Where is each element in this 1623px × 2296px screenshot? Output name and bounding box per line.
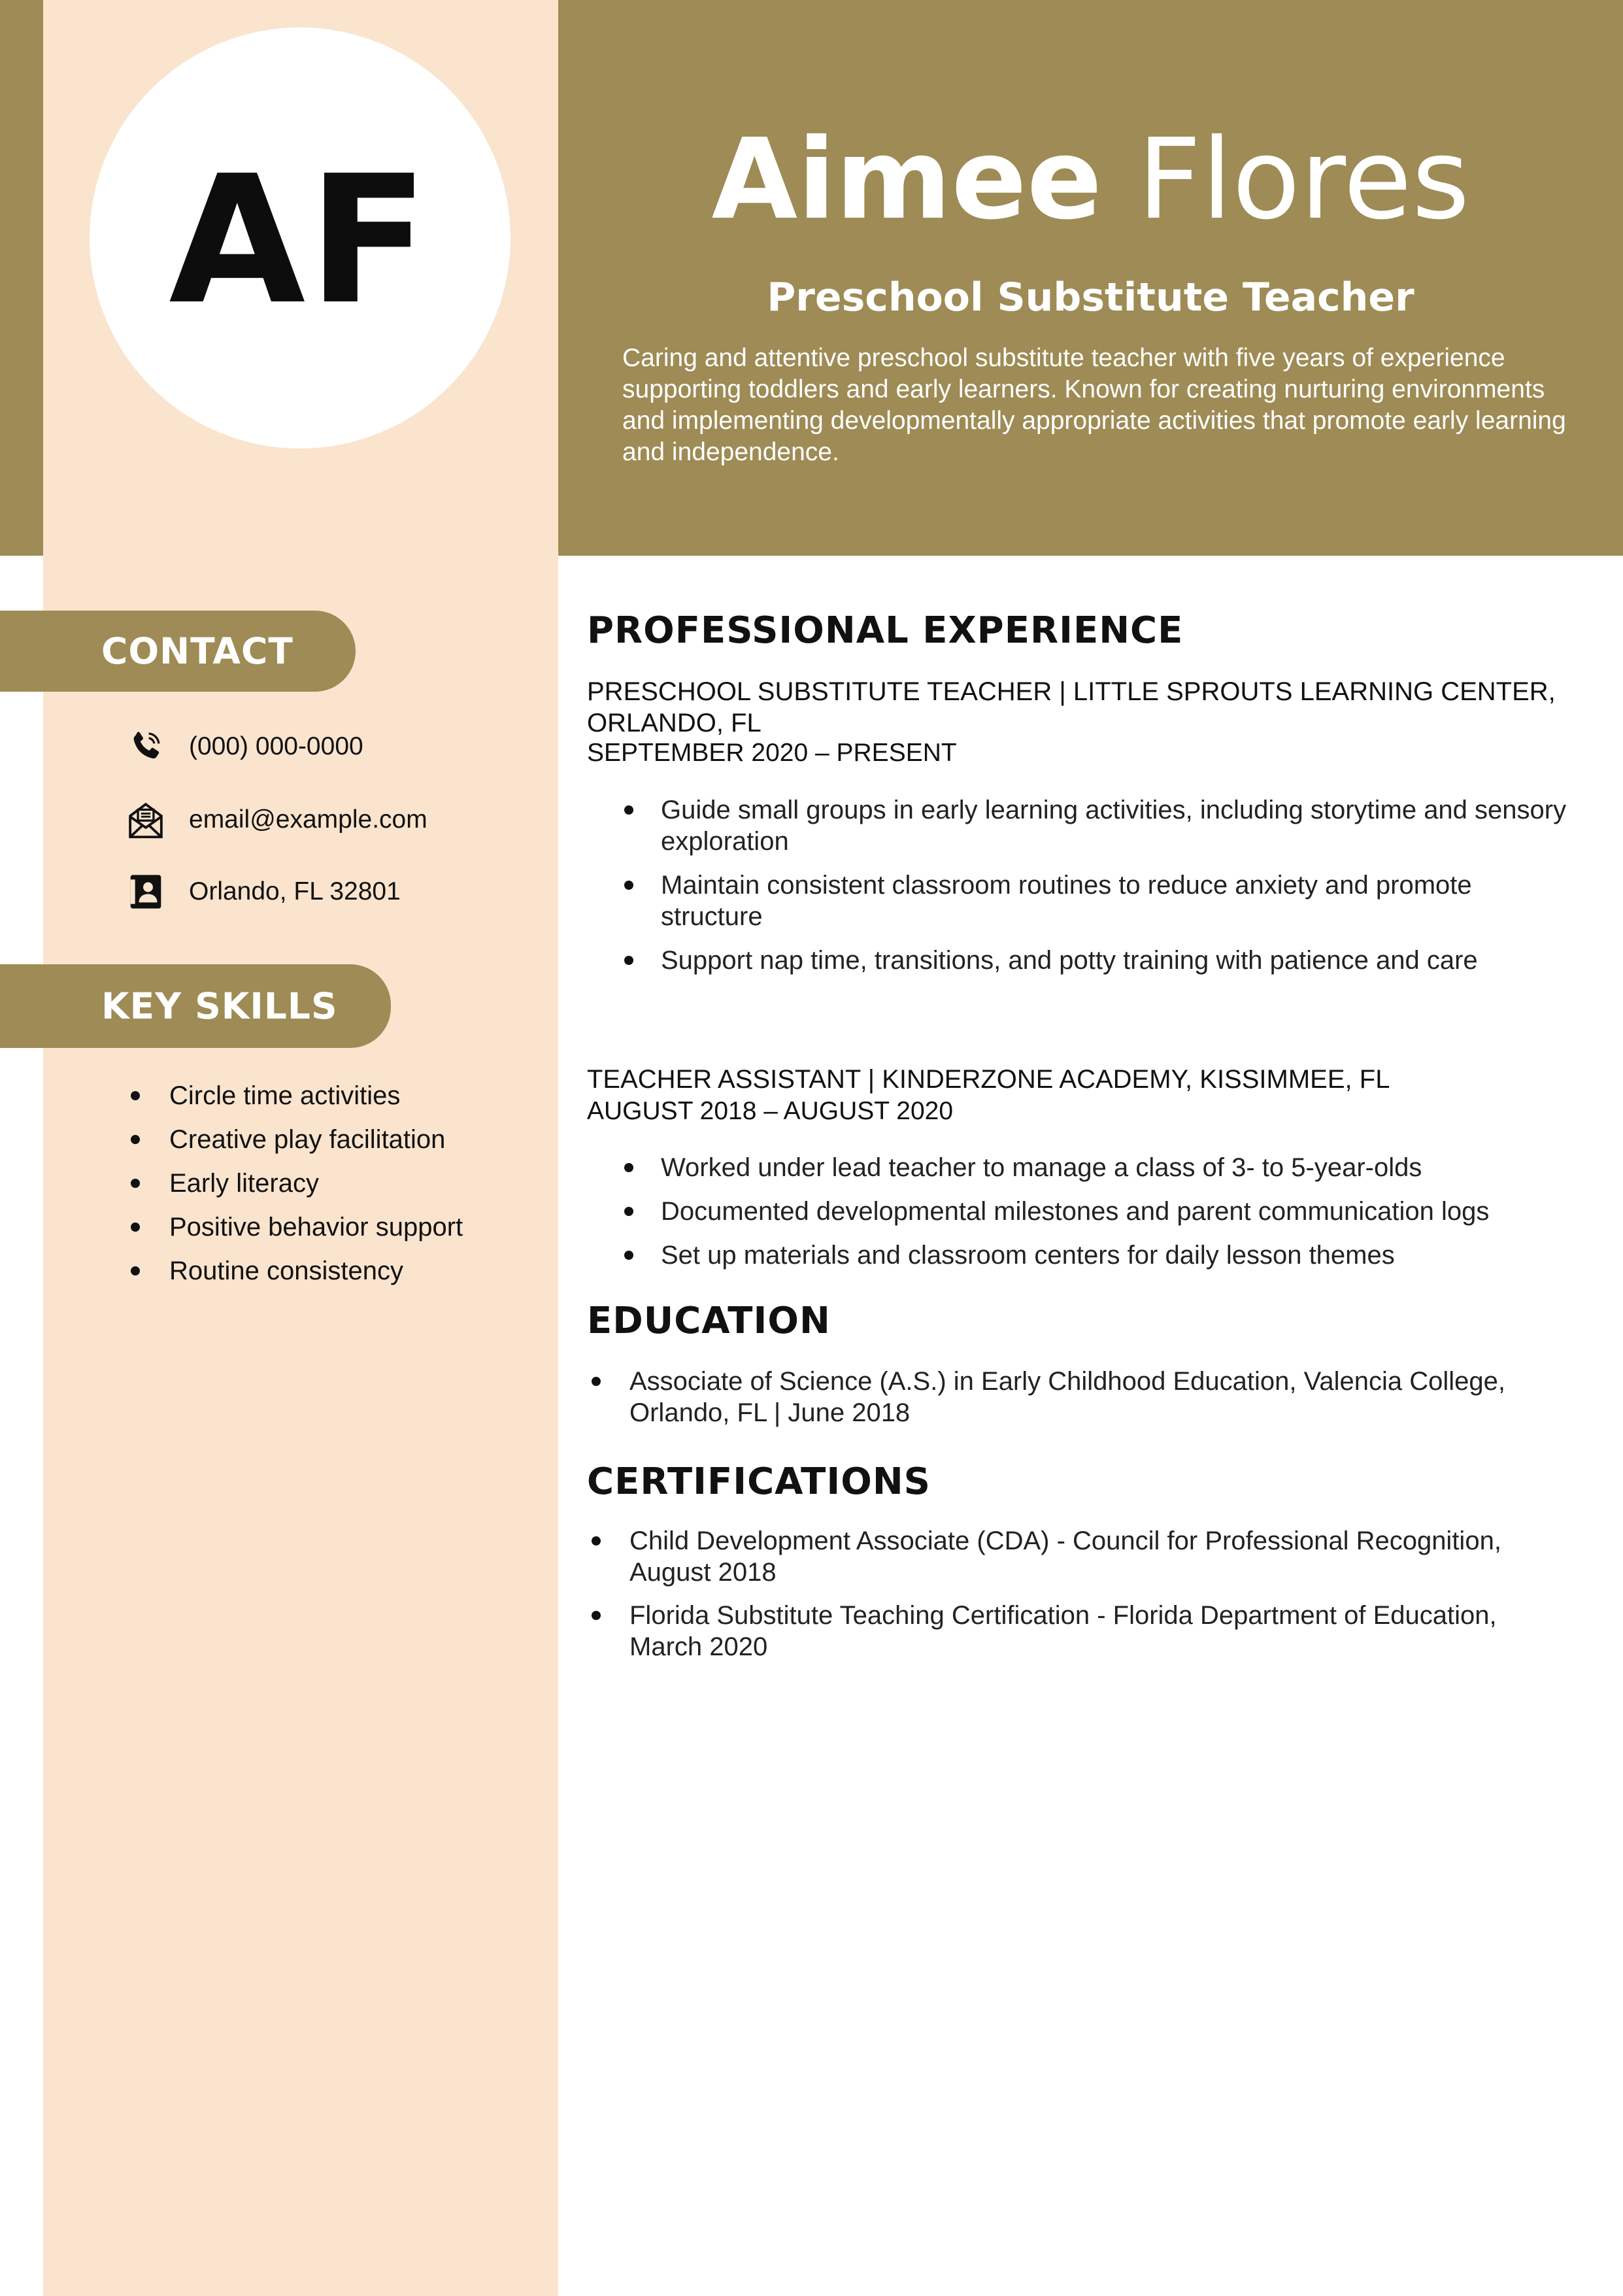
education-list bbox=[592, 1366, 1572, 1428]
bullet-text: Set up materials and classroom centers for daily lesson themes bbox=[661, 1241, 1395, 1270]
certification-text: Florida Substitute Teaching Certification - Florida Department of Education, March 2020 bbox=[629, 1601, 1497, 1661]
contact-address-row bbox=[126, 871, 401, 913]
profile-summary: Caring and attentive preschool substitute teacher with five years of experience supporting toddlers and early learners. Known for creating nurturing environments and implementing developmentally appropriate activities that promote early learning and independence. bbox=[622, 344, 1566, 466]
skills-list bbox=[131, 1077, 463, 1296]
bullet-icon bbox=[624, 956, 633, 965]
list-item bbox=[592, 1600, 1572, 1663]
bullet-icon bbox=[131, 1091, 140, 1100]
monogram-circle bbox=[90, 27, 510, 448]
bullet-icon bbox=[131, 1266, 140, 1275]
skill-text: Circle time activities bbox=[169, 1081, 401, 1110]
list-item bbox=[131, 1077, 463, 1121]
envelope-icon bbox=[126, 799, 165, 841]
bullet-text: Support nap time, transitions, and potty training with patience and care bbox=[661, 946, 1478, 975]
bullet-text: Documented developmental milestones and parent communication logs bbox=[661, 1197, 1490, 1226]
bullet-icon bbox=[624, 1163, 633, 1172]
contact-email-row bbox=[126, 799, 427, 841]
list-item bbox=[624, 945, 1572, 976]
bullet-icon bbox=[131, 1223, 140, 1232]
bullet-icon bbox=[131, 1135, 140, 1144]
list-item bbox=[624, 869, 1572, 932]
phone-icon bbox=[126, 726, 165, 768]
bullet-icon bbox=[131, 1179, 140, 1188]
list-item bbox=[624, 1152, 1572, 1183]
list-item bbox=[131, 1121, 463, 1165]
bullet-icon bbox=[624, 805, 633, 815]
job-1-dates: SEPTEMBER 2020 – PRESENT bbox=[587, 739, 957, 767]
bullet-icon bbox=[592, 1377, 601, 1386]
job-1-title: PRESCHOOL SUBSTITUTE TEACHER | LITTLE SPROUTS LEARNING CENTER, ORLANDO, FL bbox=[587, 677, 1556, 737]
list-item bbox=[624, 1196, 1572, 1227]
skill-text: Creative play facilitation bbox=[169, 1125, 446, 1154]
contact-phone[interactable]: (000) 000-0000 bbox=[189, 732, 363, 760]
job-2-dates: AUGUST 2018 – AUGUST 2020 bbox=[587, 1097, 954, 1125]
job-2-title: TEACHER ASSISTANT | KINDERZONE ACADEMY, KISSIMMEE, FL bbox=[587, 1065, 1390, 1094]
candidate-name bbox=[558, 115, 1623, 245]
bullet-icon bbox=[592, 1536, 601, 1545]
contact-phone-row bbox=[126, 726, 363, 768]
left-accent-strip bbox=[0, 0, 43, 556]
first-name: Aimee bbox=[711, 115, 1103, 245]
bullet-text: Maintain consistent classroom routines to reduce anxiety and promote structure bbox=[661, 871, 1472, 931]
bullet-icon bbox=[624, 1251, 633, 1260]
list-item bbox=[624, 794, 1572, 857]
job-2-bullets bbox=[624, 1152, 1572, 1283]
bullet-icon bbox=[624, 881, 633, 890]
experience-heading: PROFESSIONAL EXPERIENCE bbox=[587, 609, 1184, 652]
key-skills-heading: KEY SKILLS bbox=[0, 964, 391, 1048]
list-item bbox=[131, 1253, 463, 1296]
list-item bbox=[131, 1209, 463, 1253]
education-text: Associate of Science (A.S.) in Early Childhood Education, Valencia College, Orlando, FL | June 2018 bbox=[629, 1367, 1505, 1427]
list-item bbox=[592, 1525, 1572, 1588]
bullet-text: Worked under lead teacher to manage a class of 3- to 5-year-olds bbox=[661, 1153, 1422, 1182]
skill-text: Early literacy bbox=[169, 1169, 319, 1198]
certification-text: Child Development Associate (CDA) - Council for Professional Recognition, August 2018 bbox=[629, 1527, 1501, 1587]
bullet-text: Guide small groups in early learning activities, including storytime and sensory exploration bbox=[661, 796, 1567, 856]
contact-email[interactable]: email@example.com bbox=[189, 805, 427, 834]
list-item bbox=[624, 1240, 1572, 1271]
skill-text: Routine consistency bbox=[169, 1257, 403, 1285]
contact-heading: CONTACT bbox=[0, 611, 356, 692]
monogram-initials: AF bbox=[169, 137, 431, 343]
education-heading: EDUCATION bbox=[587, 1300, 831, 1342]
bullet-icon bbox=[592, 1611, 601, 1620]
job-title-heading: Preschool Substitute Teacher bbox=[767, 275, 1414, 320]
certifications-heading: CERTIFICATIONS bbox=[587, 1460, 931, 1503]
contact-address: Orlando, FL 32801 bbox=[189, 877, 401, 905]
certifications-list bbox=[592, 1525, 1572, 1674]
job-1-bullets bbox=[624, 794, 1572, 988]
skill-text: Positive behavior support bbox=[169, 1213, 463, 1241]
bullet-icon bbox=[624, 1207, 633, 1216]
list-item bbox=[592, 1366, 1572, 1428]
list-item bbox=[131, 1165, 463, 1209]
contact-card-icon bbox=[126, 871, 165, 913]
last-name: Flores bbox=[1137, 115, 1470, 245]
